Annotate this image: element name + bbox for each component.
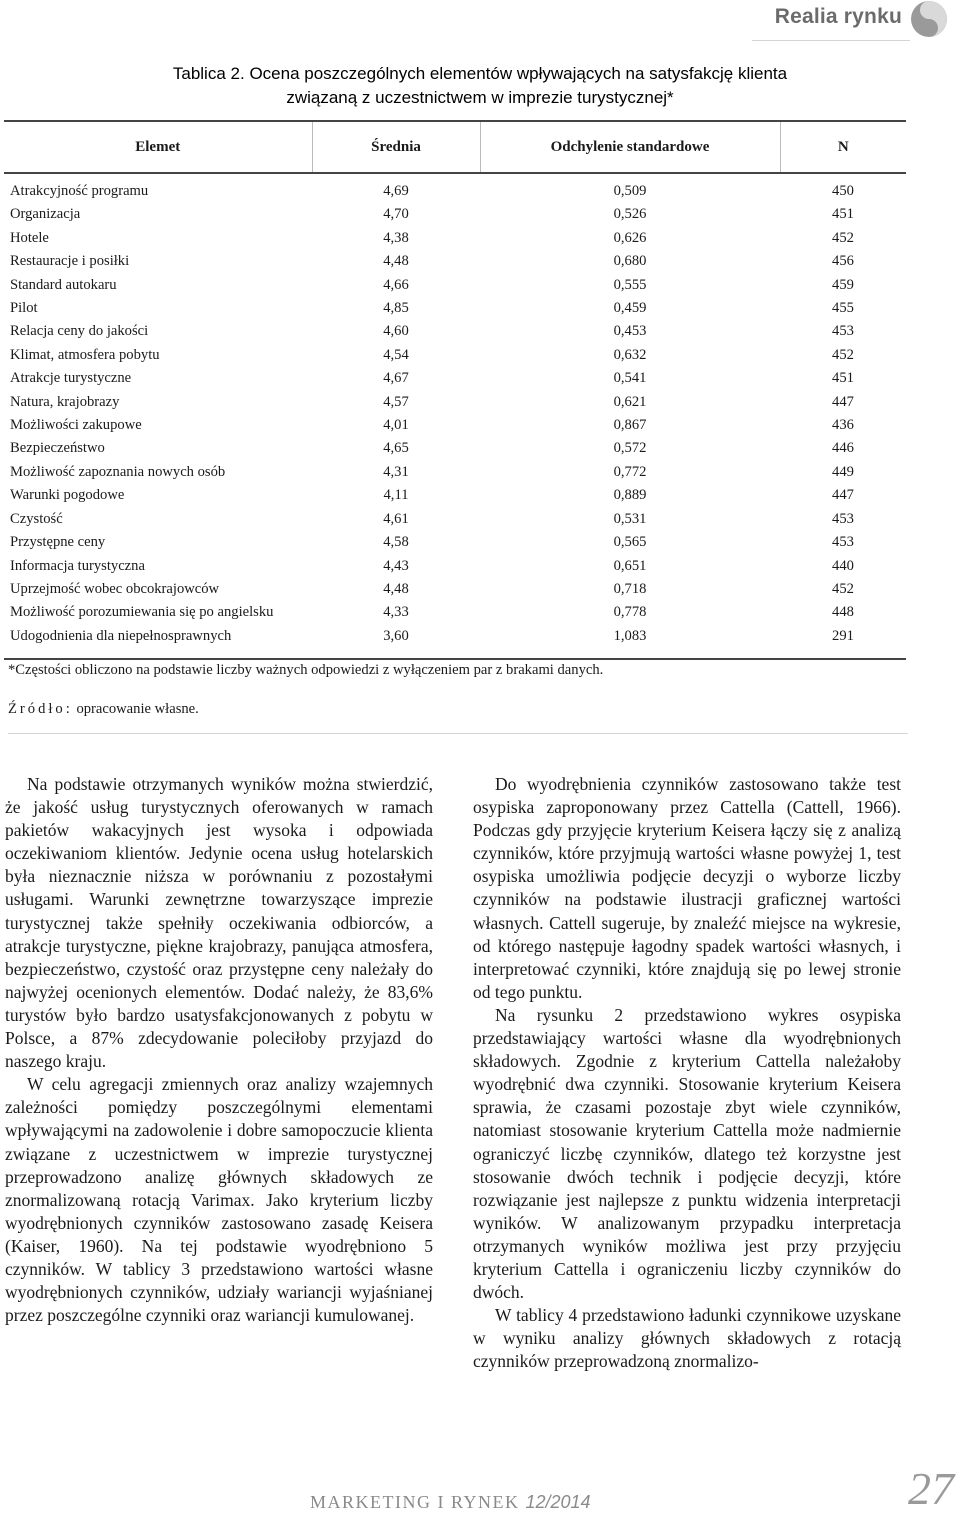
- cell-mean: 4,38: [383, 229, 409, 246]
- cell-element: Klimat, atmosfera pobytu: [10, 346, 160, 363]
- section-divider: [8, 733, 908, 734]
- satisfaction-table: [4, 120, 906, 660]
- cell-n: 451: [832, 370, 854, 387]
- footer-journal: [310, 1492, 591, 1513]
- cell-element: Hotele: [10, 229, 49, 246]
- journal-issue: 12/2014: [525, 1492, 591, 1512]
- cell-n: 447: [832, 393, 854, 410]
- cell-n: 453: [832, 510, 854, 527]
- cell-n: 440: [832, 557, 854, 574]
- cell-element: Atrakcje turystyczne: [10, 370, 132, 387]
- cell-element: Możliwości zakupowe: [10, 417, 142, 434]
- body-paragraph: Do wyodrębnienia czynników zastosowano także test osypiska zaproponowany przez Cattella (Cattell, 1966). Podczas gdy przyjęcie kryterium Keisera łączy się z analizą czynników, które przyjmują wartości własne powyżej 1, test osypiska umożliwia podjęcie decyzji o wyborze liczby czynników na podstawie ilustracji graficznej wartości własnych. Cattell sugeruje, by znaleźć miejsce na wykresie, od którego następuje łagodny spadek wartości własnych, i interpretować czynniki, które znajdują się po lewej stronie od tego punktu.: [473, 774, 901, 1002]
- table-caption: [0, 62, 960, 110]
- cell-mean: 4,61: [383, 510, 409, 527]
- cell-mean: 4,65: [383, 440, 409, 457]
- cell-n: 451: [832, 206, 854, 223]
- cell-std-dev: 0,453: [613, 323, 647, 340]
- table-header-row: [4, 121, 906, 173]
- body-paragraph: W celu agregacji zmiennych oraz analizy wzajemnych zależności pomiędzy poszczególnymi elementami wpływającymi na zadowolenie i dobre samopoczucie klienta związane z uczestnictwem w imprezie turystycznej przeprowadzono analizę głównych składowych ze znormalizowaną rotacją Varimax. Jako kryterium liczby wyodrębnionych czynników zastosowano zasadę Keisera (Kaiser, 1960). Na tej podstawie wyodrębniono 5 czynników. W tablicy 3 przedstawiono wartości własne wyodrębnionych czynników, udziały wariancji wyjaśnianej przez poszczególne czynniki oraz wariancji kumulowanej.: [5, 1074, 433, 1326]
- cell-std-dev: 0,718: [613, 580, 647, 597]
- cell-element: Udogodnienia dla niepełnosprawnych: [4, 625, 312, 659]
- table-caption-label: Tablica 2.: [172, 64, 245, 83]
- cell-mean: 4,54: [383, 346, 409, 363]
- table-row: [4, 437, 906, 460]
- table-row: [4, 250, 906, 273]
- cell-mean: 4,60: [383, 323, 409, 340]
- cell-n: 453: [832, 323, 854, 340]
- cell-std-dev: 0,509: [613, 183, 647, 199]
- cell-mean: 4,85: [383, 300, 409, 317]
- cell-mean: 4,69: [383, 183, 409, 199]
- cell-element: Czystość: [10, 510, 63, 527]
- body-column-right: [473, 773, 901, 1373]
- cell-element: Natura, krajobrazy: [10, 393, 120, 410]
- table-row: [4, 367, 906, 390]
- table-row: [4, 344, 906, 367]
- table-row: [4, 578, 906, 601]
- cell-n: 446: [832, 440, 854, 457]
- cell-std-dev: 0,565: [613, 534, 647, 551]
- table-row: [4, 555, 906, 578]
- table-row: [4, 173, 906, 203]
- cell-element: Możliwość porozumiewania się po angielsku: [10, 604, 274, 621]
- table-row: [4, 625, 906, 659]
- cell-std-dev: 0,526: [613, 206, 647, 223]
- header-element: Elemet: [4, 121, 312, 173]
- cell-std-dev: 1,083: [480, 625, 780, 659]
- cell-mean: 4,48: [383, 253, 409, 270]
- cell-element: Restauracje i posiłki: [10, 253, 130, 270]
- cell-element: Atrakcyjność programu: [10, 183, 149, 199]
- cell-mean: 3,60: [312, 625, 480, 659]
- cell-std-dev: 0,572: [613, 440, 647, 457]
- body-column-left: [5, 773, 433, 1327]
- cell-std-dev: 0,531: [613, 510, 647, 527]
- cell-n: 450: [832, 183, 854, 199]
- table-row: [4, 274, 906, 297]
- cell-mean: 4,11: [383, 487, 409, 504]
- cell-element: Organizacja: [10, 206, 81, 223]
- cell-std-dev: 0,889: [613, 487, 647, 504]
- header-std-dev: Odchylenie standardowe: [480, 121, 780, 173]
- table-row: [4, 601, 906, 624]
- journal-title: MARKETING I RYNEK: [310, 1492, 520, 1512]
- body-paragraph: Na rysunku 2 przedstawiono wykres osypiska przedstawiający wartości własne dla wyodrębnionych składowych. Zgodnie z kryterium Cattella należałoby wyodrębnić dwa czynniki. Stosowanie kryterium Keisera sprawia, że czasami pozostaje zbyt wiele czynników, natomiast stosowanie kryterium Cattella może nadmiernie ograniczyć liczbę czynników, dlatego też korzystne jest stosowanie dwóch technik i podjęcie decyzji, które rozwiązanie jest najlepsze z punktu widzenia interpretacji wyników. W analizowanym przypadku interpretacja otrzymanych wyników możliwa jest przy przyjęciu kryterium Cattella i ograniczeniu liczby czynników do dwóch.: [473, 1004, 901, 1303]
- cell-std-dev: 0,772: [613, 463, 647, 480]
- cell-std-dev: 0,621: [613, 393, 647, 410]
- cell-mean: 4,33: [383, 604, 409, 621]
- cell-n: 448: [832, 604, 854, 621]
- cell-n: 452: [832, 580, 854, 597]
- page-number: 27: [908, 1463, 954, 1514]
- cell-std-dev: 0,651: [613, 557, 647, 574]
- cell-n: 447: [832, 487, 854, 504]
- table-row: [4, 461, 906, 484]
- cell-n: 459: [832, 276, 854, 293]
- table-row: [4, 297, 906, 320]
- cell-std-dev: 0,632: [613, 346, 647, 363]
- table-body: [4, 173, 906, 659]
- cell-n: 449: [832, 463, 854, 480]
- cell-std-dev: 0,867: [613, 417, 647, 434]
- cell-element: Standard autokaru: [10, 276, 117, 293]
- cell-n: 455: [832, 300, 854, 317]
- cell-mean: 4,01: [383, 417, 409, 434]
- half-circle-logo-icon: [908, 0, 950, 40]
- cell-std-dev: 0,626: [613, 229, 647, 246]
- table-row: [4, 320, 906, 343]
- cell-n: 291: [780, 625, 906, 659]
- cell-std-dev: 0,541: [613, 370, 647, 387]
- cell-element: Relacja ceny do jakości: [10, 323, 149, 340]
- cell-n: 452: [832, 229, 854, 246]
- cell-mean: 4,58: [383, 534, 409, 551]
- table-caption-line2: związaną z uczestnictwem w imprezie turystycznej*: [286, 88, 674, 107]
- source-label: Źródło:: [8, 701, 73, 717]
- cell-element: Możliwość zapoznania nowych osób: [10, 463, 226, 480]
- cell-n: 453: [832, 534, 854, 551]
- cell-element: Uprzejmość wobec obcokrajowców: [10, 580, 220, 597]
- cell-mean: 4,57: [383, 393, 409, 410]
- cell-element: Bezpieczeństwo: [10, 440, 105, 457]
- source-text: opracowanie własne.: [76, 701, 199, 717]
- cell-std-dev: 0,680: [613, 253, 647, 270]
- header-mean: Średnia: [312, 121, 480, 173]
- table-row: [4, 203, 906, 226]
- body-paragraph: Na podstawie otrzymanych wyników można stwierdzić, że jakość usług turystycznych oferowanych w ramach pakietów wakacyjnych jest wysoka i odpowiada oczekiwaniom klientów. Jedynie ocena usług hotelarskich była nieznacznie niższa w porównaniu z pozostałymi usługami. Warunki zewnętrzne towarzyszące imprezie turystycznej także spełniły oczekiwania odbiorców, a atrakcje turystyczne, piękne krajobrazy, panująca atmosfera, bezpieczeństwo, czystość oraz przystępne ceny należały do najwyżej ocenionych elementów. Dodać należy, że 83,6% turystów było bardzo usatysfakcjonowanych z pobytu w Polsce, a 87% zdecydowanie poleciłoby przyjazd do naszego kraju.: [5, 774, 433, 1072]
- running-title: Realia rynku: [774, 5, 902, 28]
- body-paragraph: W tablicy 4 przedstawiono ładunki czynnikowe uzyskane w wyniku analizy głównych składowych z rotacją czynników przeprowadzoną znormalizo-: [473, 1305, 901, 1372]
- cell-std-dev: 0,459: [613, 300, 647, 317]
- cell-element: Warunki pogodowe: [10, 487, 125, 504]
- cell-n: 436: [832, 417, 854, 434]
- table-footnote: *Częstości obliczono na podstawie liczby ważnych odpowiedzi z wyłączeniem par z brakami danych.: [8, 662, 604, 678]
- table-row: [4, 414, 906, 437]
- table-row: [4, 531, 906, 554]
- table-row: [4, 508, 906, 531]
- table-row: [4, 391, 906, 414]
- cell-std-dev: 0,555: [613, 276, 647, 293]
- cell-mean: 4,66: [383, 276, 409, 293]
- table-row: [4, 484, 906, 507]
- cell-n: 452: [832, 346, 854, 363]
- cell-mean: 4,31: [383, 463, 409, 480]
- cell-n: 456: [832, 253, 854, 270]
- cell-mean: 4,48: [383, 580, 409, 597]
- cell-element: Przystępne ceny: [10, 534, 106, 551]
- table-source: [8, 701, 199, 718]
- header-rule: [752, 40, 910, 41]
- cell-mean: 4,43: [383, 557, 409, 574]
- table-caption-line1: Ocena poszczególnych elementów wpływających na satysfakcję klienta: [249, 64, 788, 83]
- table-row: [4, 227, 906, 250]
- cell-element: Pilot: [10, 300, 38, 317]
- cell-element: Informacja turystyczna: [10, 557, 145, 574]
- cell-mean: 4,70: [383, 206, 409, 223]
- cell-mean: 4,67: [383, 370, 409, 387]
- cell-std-dev: 0,778: [613, 604, 647, 621]
- header-n: N: [780, 121, 906, 173]
